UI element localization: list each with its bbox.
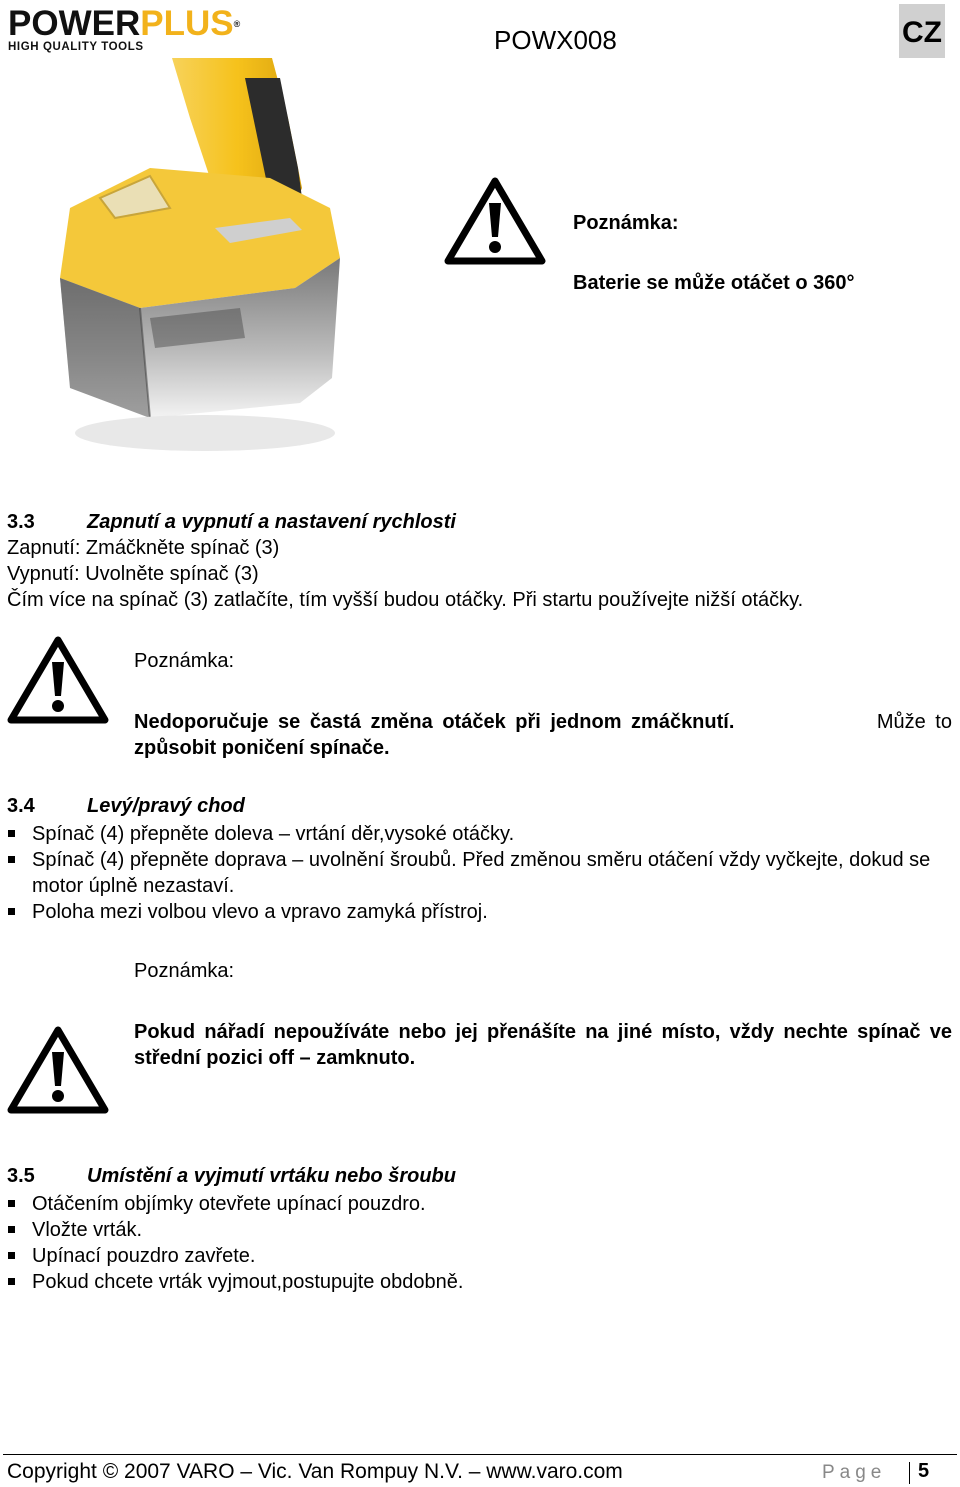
list-item: Spínač (4) přepněte doleva – vrtání děr,vysoké otáčky.: [6, 821, 952, 847]
list-item: Upínací pouzdro zavřete.: [6, 1243, 952, 1269]
registered-mark: ®: [233, 19, 241, 29]
section-3-4-heading: [7, 795, 245, 818]
page-number: 5: [918, 1460, 930, 1482]
page-label: Page: [822, 1462, 887, 1483]
section-3-5-heading: [7, 1165, 456, 1188]
warning-triangle-icon: [6, 634, 110, 726]
list-item: Pokud chcete vrták vyjmout,postupujte obdobně.: [6, 1269, 952, 1295]
brand-part1: POWER: [8, 4, 141, 43]
section-number: 3.4: [7, 795, 35, 817]
bullet-square-icon: [8, 1252, 15, 1259]
list-item: Otáčením objímky otevřete upínací pouzdro.: [6, 1191, 952, 1217]
note-text-regular: Může to: [876, 711, 952, 733]
note-text: Pokud nářadí nepoužíváte nebo jej přenášíte na jiné místo, vždy nechte spínač ve střední pozici off – zamknuto.: [134, 1021, 952, 1069]
section-title: Umístění a vyjmutí vrtáku nebo šroubu: [87, 1165, 456, 1187]
list-item: Poloha mezi volbou vlevo a vpravo zamyká přístroj.: [6, 899, 952, 925]
bullet-square-icon: [8, 908, 15, 915]
brand-part2: PLUS: [140, 4, 234, 43]
footer-divider: [3, 1454, 957, 1455]
note-title: Poznámka:: [134, 650, 235, 672]
section-title: Zapnutí a vypnutí a nastavení rychlosti: [87, 511, 456, 533]
bullet-square-icon: [8, 856, 15, 863]
note-text-bold: Nedoporučuje se častá změna otáček při jednom zmáčknutí.: [134, 711, 735, 733]
note-battery-text: Baterie se může otáčet o 360°: [573, 272, 855, 294]
brand-wordmark: [8, 6, 293, 42]
section-number: 3.3: [7, 511, 35, 533]
section-3-5-bullet-list: [6, 1191, 952, 1295]
bullet-square-icon: [8, 1226, 15, 1233]
language-badge: CZ: [899, 4, 945, 58]
note-title: Poznámka:: [134, 960, 235, 982]
note-line-1: [134, 709, 952, 735]
note-text-bold2: způsobit poničení spínače.: [134, 737, 390, 759]
model-number: POWX008: [494, 25, 617, 55]
note-battery-title: Poznámka:: [573, 212, 679, 234]
note-text: [134, 709, 952, 761]
brand-logo: [8, 6, 293, 56]
section-title: Levý/pravý chod: [87, 795, 245, 817]
bullet-square-icon: [8, 1200, 15, 1207]
list-item: Vložte vrták.: [6, 1217, 952, 1243]
list-item: Spínač (4) přepněte doprava – uvolnění šroubů. Před změnou směru otáčení vždy vyčkejte, dokud se motor úplně nezastaví.: [6, 847, 952, 899]
drill-battery-image: [40, 58, 360, 458]
bullet-square-icon: [8, 1278, 15, 1285]
brand-tagline: HIGH QUALITY TOOLS: [8, 41, 144, 53]
section-3-3-heading: [7, 511, 456, 534]
bullet-square-icon: [8, 830, 15, 837]
paragraph-line: Čím více na spínač (3) zatlačíte, tím vyšší budou otáčky. Při startu používejte nižší otáčky.: [7, 589, 804, 611]
copyright-text: Copyright © 2007 VARO – Vic. Van Rompuy N.V. – www.varo.com: [7, 1460, 623, 1483]
warning-triangle-icon: [6, 1024, 110, 1116]
paragraph-line: Vypnutí: Uvolněte spínač (3): [7, 563, 259, 585]
page-separator: [909, 1462, 910, 1484]
section-number: 3.5: [7, 1165, 35, 1187]
section-3-4-bullet-list: [6, 821, 952, 925]
paragraph-line: Zapnutí: Zmáčkněte spínač (3): [7, 537, 280, 559]
warning-triangle-icon: [443, 175, 547, 267]
